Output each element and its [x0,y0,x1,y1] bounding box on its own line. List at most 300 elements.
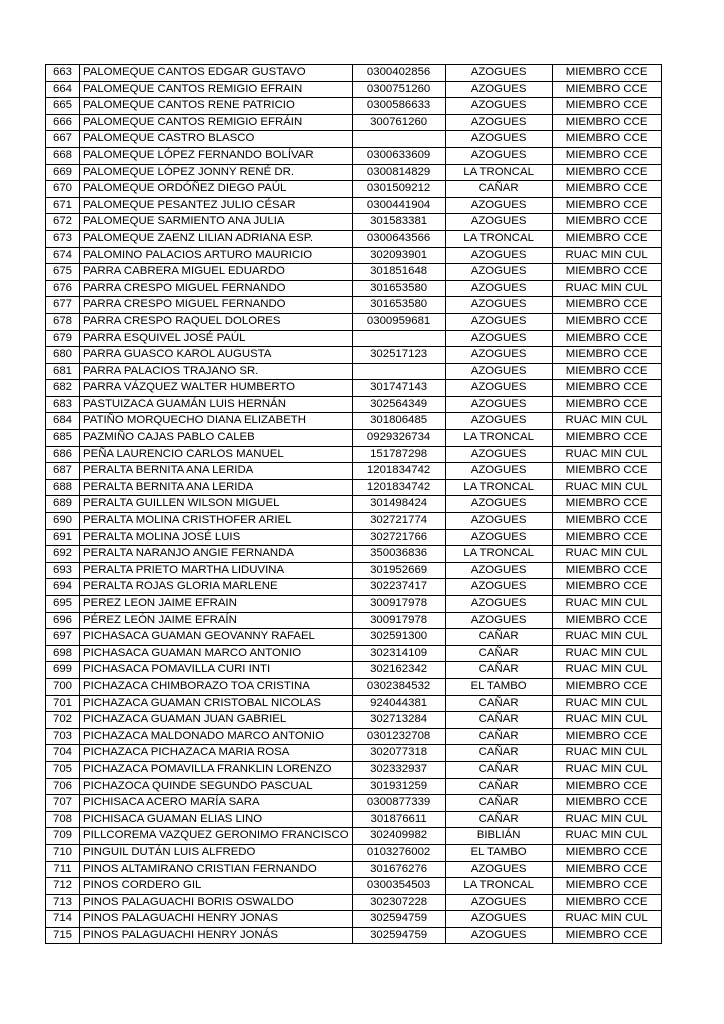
city-cell: LA TRONCAL [445,878,552,895]
id-number-cell: 302332937 [352,761,445,778]
member-name-cell: PARRA GUASCO KAROL AUGUSTA [80,347,353,364]
city-cell: AZOGUES [445,562,552,579]
membership-type-cell: MIEMBRO CCE [552,81,661,98]
table-row [46,596,662,613]
membership-type-cell: MIEMBRO CCE [552,164,661,181]
member-name-cell: PINOS PALAGUACHI HENRY JONÁS [80,927,353,944]
row-number-cell: 700 [46,678,80,695]
table-row [46,463,662,480]
row-number-cell: 666 [46,114,80,131]
table-row [46,844,662,861]
city-cell: AZOGUES [445,529,552,546]
id-number-cell: 301498424 [352,496,445,513]
member-name-cell: PAZMIÑO CAJAS PABLO CALEB [80,430,353,447]
row-number-cell: 694 [46,579,80,596]
table-row [46,795,662,812]
membership-type-cell: RUAC MIN CUL [552,811,661,828]
member-name-cell: PICHAZACA GUAMAN JUAN GABRIEL [80,712,353,729]
row-number-cell: 690 [46,513,80,530]
membership-type-cell: MIEMBRO CCE [552,894,661,911]
row-number-cell: 691 [46,529,80,546]
city-cell: CAÑAR [445,181,552,198]
row-number-cell: 703 [46,728,80,745]
id-number-cell: 0300402856 [352,65,445,82]
membership-type-cell: MIEMBRO CCE [552,579,661,596]
table-row [46,562,662,579]
table-row [46,695,662,712]
member-name-cell: PARRA PALACIOS TRAJANO SR. [80,363,353,380]
row-number-cell: 672 [46,214,80,231]
row-number-cell: 715 [46,927,80,944]
table-row [46,712,662,729]
id-number-cell: 301931259 [352,778,445,795]
membership-type-cell: MIEMBRO CCE [552,678,661,695]
membership-type-cell: MIEMBRO CCE [552,612,661,629]
member-name-cell: PALOMEQUE LÓPEZ FERNANDO BOLÍVAR [80,147,353,164]
table-row [46,280,662,297]
table-row [46,81,662,98]
table-row [46,164,662,181]
membership-type-cell: MIEMBRO CCE [552,878,661,895]
city-cell: AZOGUES [445,197,552,214]
id-number-cell: 0301509212 [352,181,445,198]
city-cell: AZOGUES [445,297,552,314]
id-number-cell: 302721774 [352,513,445,530]
member-name-cell: PALOMEQUE SARMIENTO ANA JULIA [80,214,353,231]
id-number-cell: 0103276002 [352,844,445,861]
member-name-cell: PALOMEQUE CANTOS REMIGIO EFRÁIN [80,114,353,131]
table-row [46,413,662,430]
member-name-cell: PALOMEQUE CANTOS RENE PATRICIO [80,98,353,115]
membership-type-cell: RUAC MIN CUL [552,712,661,729]
row-number-cell: 708 [46,811,80,828]
row-number-cell: 676 [46,280,80,297]
membership-type-cell: MIEMBRO CCE [552,347,661,364]
members-table-body [46,65,662,944]
city-cell: AZOGUES [445,330,552,347]
id-number-cell: 302237417 [352,579,445,596]
id-number-cell: 0300633609 [352,147,445,164]
member-name-cell: PALOMEQUE CASTRO BLASCO [80,131,353,148]
row-number-cell: 714 [46,911,80,928]
table-row [46,247,662,264]
member-name-cell: PARRA CABRERA MIGUEL EDUARDO [80,264,353,281]
row-number-cell: 683 [46,396,80,413]
table-row [46,513,662,530]
table-row [46,230,662,247]
id-number-cell: 1201834742 [352,479,445,496]
row-number-cell: 678 [46,313,80,330]
member-name-cell: PICHAZACA GUAMAN CRISTOBAL NICOLAS [80,695,353,712]
table-row [46,662,662,679]
member-name-cell: PINGUIL DUTÁN LUIS ALFREDO [80,844,353,861]
id-number-cell: 1201834742 [352,463,445,480]
city-cell: AZOGUES [445,147,552,164]
city-cell: AZOGUES [445,380,552,397]
membership-type-cell: MIEMBRO CCE [552,728,661,745]
id-number-cell: 302713284 [352,712,445,729]
row-number-cell: 697 [46,629,80,646]
row-number-cell: 685 [46,430,80,447]
city-cell: LA TRONCAL [445,164,552,181]
member-name-cell: PALOMEQUE ORDÓÑEZ DIEGO PAÚL [80,181,353,198]
table-row [46,579,662,596]
table-row [46,430,662,447]
table-row [46,629,662,646]
membership-type-cell: RUAC MIN CUL [552,546,661,563]
city-cell: LA TRONCAL [445,430,552,447]
membership-type-cell: RUAC MIN CUL [552,280,661,297]
city-cell: AZOGUES [445,927,552,944]
membership-type-cell: MIEMBRO CCE [552,778,661,795]
table-row [46,861,662,878]
table-row [46,264,662,281]
city-cell: AZOGUES [445,496,552,513]
table-row [46,678,662,695]
table-row [46,396,662,413]
table-row [46,778,662,795]
member-name-cell: PICHAZOCA QUINDE SEGUNDO PASCUAL [80,778,353,795]
table-row [46,645,662,662]
member-name-cell: PINOS ALTAMIRANO CRISTIAN FERNANDO [80,861,353,878]
membership-type-cell: RUAC MIN CUL [552,828,661,845]
membership-type-cell: MIEMBRO CCE [552,562,661,579]
row-number-cell: 704 [46,745,80,762]
id-number-cell: 301747143 [352,380,445,397]
membership-type-cell: RUAC MIN CUL [552,247,661,264]
membership-type-cell: RUAC MIN CUL [552,629,661,646]
id-number-cell: 302307228 [352,894,445,911]
members-table [45,64,662,944]
city-cell: LA TRONCAL [445,230,552,247]
id-number-cell: 301952669 [352,562,445,579]
member-name-cell: PINOS PALAGUACHI HENRY JONAS [80,911,353,928]
id-number-cell: 151787298 [352,446,445,463]
city-cell: CAÑAR [445,695,552,712]
city-cell: AZOGUES [445,911,552,928]
id-number-cell: 301583381 [352,214,445,231]
row-number-cell: 677 [46,297,80,314]
table-row [46,330,662,347]
id-number-cell: 300917978 [352,596,445,613]
membership-type-cell: RUAC MIN CUL [552,479,661,496]
table-row [46,114,662,131]
id-number-cell: 0300751260 [352,81,445,98]
row-number-cell: 664 [46,81,80,98]
membership-type-cell: RUAC MIN CUL [552,596,661,613]
id-number-cell: 0929326734 [352,430,445,447]
id-number-cell: 302093901 [352,247,445,264]
membership-type-cell: RUAC MIN CUL [552,662,661,679]
row-number-cell: 686 [46,446,80,463]
row-number-cell: 673 [46,230,80,247]
member-name-cell: PARRA CRESPO MIGUEL FERNANDO [80,280,353,297]
city-cell: AZOGUES [445,65,552,82]
member-name-cell: PERALTA BERNITA ANA LERIDA [80,479,353,496]
membership-type-cell: MIEMBRO CCE [552,380,661,397]
membership-type-cell: MIEMBRO CCE [552,861,661,878]
city-cell: AZOGUES [445,98,552,115]
id-number-cell: 350036836 [352,546,445,563]
table-row [46,911,662,928]
table-row [46,745,662,762]
membership-type-cell: RUAC MIN CUL [552,413,661,430]
table-row [46,65,662,82]
id-number-cell: 301876611 [352,811,445,828]
city-cell: CAÑAR [445,712,552,729]
table-row [46,761,662,778]
table-row [46,496,662,513]
city-cell: CAÑAR [445,645,552,662]
membership-type-cell: RUAC MIN CUL [552,745,661,762]
member-name-cell: PALOMEQUE CANTOS EDGAR GUSTAVO [80,65,353,82]
city-cell: AZOGUES [445,894,552,911]
city-cell: AZOGUES [445,579,552,596]
id-number-cell: 0300643566 [352,230,445,247]
id-number-cell: 302721766 [352,529,445,546]
membership-type-cell: MIEMBRO CCE [552,214,661,231]
table-row [46,828,662,845]
member-name-cell: PILLCOREMA VAZQUEZ GERONIMO FRANCISCO [80,828,353,845]
member-name-cell: PINOS PALAGUACHI BORIS OSWALDO [80,894,353,911]
member-name-cell: PICHASACA POMAVILLA CURI INTI [80,662,353,679]
table-row [46,98,662,115]
id-number-cell: 0301232708 [352,728,445,745]
city-cell: AZOGUES [445,363,552,380]
city-cell: AZOGUES [445,247,552,264]
id-number-cell: 302591300 [352,629,445,646]
table-row [46,197,662,214]
city-cell: LA TRONCAL [445,546,552,563]
id-number-cell: 302517123 [352,347,445,364]
membership-type-cell: MIEMBRO CCE [552,927,661,944]
member-name-cell: PALOMINO PALACIOS ARTURO MAURICIO [80,247,353,264]
row-number-cell: 711 [46,861,80,878]
row-number-cell: 674 [46,247,80,264]
row-number-cell: 665 [46,98,80,115]
row-number-cell: 668 [46,147,80,164]
membership-type-cell: MIEMBRO CCE [552,230,661,247]
membership-type-cell: RUAC MIN CUL [552,645,661,662]
row-number-cell: 667 [46,131,80,148]
city-cell: BIBLIÁN [445,828,552,845]
member-name-cell: PERALTA BERNITA ANA LERIDA [80,463,353,480]
id-number-cell: 302077318 [352,745,445,762]
row-number-cell: 709 [46,828,80,845]
row-number-cell: 713 [46,894,80,911]
membership-type-cell: MIEMBRO CCE [552,65,661,82]
member-name-cell: PERALTA PRIETO MARTHA LIDUVINA [80,562,353,579]
member-name-cell: PEÑA LAURENCIO CARLOS MANUEL [80,446,353,463]
membership-type-cell: MIEMBRO CCE [552,264,661,281]
table-row [46,181,662,198]
table-row [46,878,662,895]
table-row [46,479,662,496]
id-number-cell: 300761260 [352,114,445,131]
table-row [46,811,662,828]
membership-type-cell: MIEMBRO CCE [552,181,661,198]
table-row [46,894,662,911]
member-name-cell: PICHAZACA POMAVILLA FRANKLIN LORENZO [80,761,353,778]
membership-type-cell: MIEMBRO CCE [552,197,661,214]
city-cell: CAÑAR [445,778,552,795]
member-name-cell: PERALTA NARANJO ANGIE FERNANDA [80,546,353,563]
membership-type-cell: MIEMBRO CCE [552,131,661,148]
row-number-cell: 669 [46,164,80,181]
membership-type-cell: MIEMBRO CCE [552,463,661,480]
city-cell: AZOGUES [445,313,552,330]
city-cell: CAÑAR [445,811,552,828]
id-number-cell: 924044381 [352,695,445,712]
id-number-cell: 302594759 [352,911,445,928]
city-cell: CAÑAR [445,745,552,762]
row-number-cell: 684 [46,413,80,430]
table-row [46,297,662,314]
member-name-cell: PERALTA MOLINA JOSÉ LUIS [80,529,353,546]
city-cell: AZOGUES [445,264,552,281]
membership-type-cell: MIEMBRO CCE [552,114,661,131]
membership-type-cell: MIEMBRO CCE [552,496,661,513]
city-cell: AZOGUES [445,463,552,480]
row-number-cell: 682 [46,380,80,397]
id-number-cell: 301676276 [352,861,445,878]
city-cell: AZOGUES [445,347,552,364]
membership-type-cell: MIEMBRO CCE [552,396,661,413]
row-number-cell: 701 [46,695,80,712]
city-cell: AZOGUES [445,612,552,629]
row-number-cell: 699 [46,662,80,679]
city-cell: AZOGUES [445,413,552,430]
city-cell: EL TAMBO [445,678,552,695]
member-name-cell: PÉREZ LEÓN JAIME EFRAÍN [80,612,353,629]
membership-type-cell: MIEMBRO CCE [552,147,661,164]
membership-type-cell: RUAC MIN CUL [552,911,661,928]
city-cell: AZOGUES [445,280,552,297]
city-cell: AZOGUES [445,596,552,613]
member-name-cell: PICHISACA GUAMAN ELIAS LINO [80,811,353,828]
id-number-cell: 0300586633 [352,98,445,115]
membership-type-cell: MIEMBRO CCE [552,297,661,314]
row-number-cell: 663 [46,65,80,82]
row-number-cell: 670 [46,181,80,198]
city-cell: CAÑAR [445,795,552,812]
table-row [46,546,662,563]
row-number-cell: 692 [46,546,80,563]
row-number-cell: 680 [46,347,80,364]
id-number-cell: 0300877339 [352,795,445,812]
membership-type-cell: MIEMBRO CCE [552,529,661,546]
membership-type-cell: MIEMBRO CCE [552,795,661,812]
city-cell: CAÑAR [445,761,552,778]
city-cell: AZOGUES [445,861,552,878]
id-number-cell: 300917978 [352,612,445,629]
table-row [46,214,662,231]
id-number-cell [352,330,445,347]
table-row [46,131,662,148]
row-number-cell: 689 [46,496,80,513]
row-number-cell: 695 [46,596,80,613]
row-number-cell: 706 [46,778,80,795]
membership-type-cell: MIEMBRO CCE [552,513,661,530]
member-name-cell: PICHASACA GUAMAN MARCO ANTONIO [80,645,353,662]
membership-type-cell: RUAC MIN CUL [552,446,661,463]
member-name-cell: PICHAZACA MALDONADO MARCO ANTONIO [80,728,353,745]
table-row [46,347,662,364]
member-name-cell: PINOS CORDERO GIL [80,878,353,895]
row-number-cell: 702 [46,712,80,729]
membership-type-cell: MIEMBRO CCE [552,330,661,347]
member-name-cell: PEREZ LEON JAIME EFRAIN [80,596,353,613]
table-row [46,363,662,380]
city-cell: CAÑAR [445,629,552,646]
membership-type-cell: MIEMBRO CCE [552,98,661,115]
id-number-cell: 302409982 [352,828,445,845]
member-name-cell: PICHASACA GUAMAN GEOVANNY RAFAEL [80,629,353,646]
member-name-cell: PALOMEQUE ZAENZ LILIAN ADRIANA ESP. [80,230,353,247]
city-cell: AZOGUES [445,114,552,131]
city-cell: LA TRONCAL [445,479,552,496]
id-number-cell: 301806485 [352,413,445,430]
row-number-cell: 687 [46,463,80,480]
city-cell: AZOGUES [445,131,552,148]
table-row [46,380,662,397]
row-number-cell: 696 [46,612,80,629]
city-cell: EL TAMBO [445,844,552,861]
member-name-cell: PARRA VÁZQUEZ WALTER HUMBERTO [80,380,353,397]
table-row [46,728,662,745]
row-number-cell: 675 [46,264,80,281]
member-name-cell: PASTUIZACA GUAMÁN LUIS HERNÁN [80,396,353,413]
row-number-cell: 671 [46,197,80,214]
id-number-cell: 0300814829 [352,164,445,181]
member-name-cell: PERALTA GUILLEN WILSON MIGUEL [80,496,353,513]
member-name-cell: PALOMEQUE PESANTEZ JULIO CÉSAR [80,197,353,214]
id-number-cell: 302594759 [352,927,445,944]
id-number-cell: 302564349 [352,396,445,413]
member-name-cell: PICHAZACA PICHAZACA MARIA ROSA [80,745,353,762]
table-row [46,313,662,330]
table-row [46,927,662,944]
membership-type-cell: RUAC MIN CUL [552,761,661,778]
id-number-cell: 301851648 [352,264,445,281]
city-cell: AZOGUES [445,513,552,530]
membership-type-cell: RUAC MIN CUL [552,695,661,712]
table-row [46,529,662,546]
city-cell: CAÑAR [445,728,552,745]
city-cell: AZOGUES [445,81,552,98]
row-number-cell: 698 [46,645,80,662]
id-number-cell: 302162342 [352,662,445,679]
table-row [46,612,662,629]
id-number-cell: 0302384532 [352,678,445,695]
id-number-cell: 0300959681 [352,313,445,330]
member-name-cell: PALOMEQUE CANTOS REMIGIO EFRAIN [80,81,353,98]
id-number-cell: 302314109 [352,645,445,662]
id-number-cell: 0300441904 [352,197,445,214]
member-name-cell: PICHAZACA CHIMBORAZO TOA CRISTINA [80,678,353,695]
row-number-cell: 679 [46,330,80,347]
id-number-cell [352,363,445,380]
city-cell: AZOGUES [445,214,552,231]
id-number-cell: 0300354503 [352,878,445,895]
member-name-cell: PICHISACA ACERO MARÍA SARA [80,795,353,812]
id-number-cell [352,131,445,148]
row-number-cell: 712 [46,878,80,895]
member-name-cell: PALOMEQUE LÓPEZ JONNY RENÉ DR. [80,164,353,181]
table-row [46,446,662,463]
member-name-cell: PARRA CRESPO MIGUEL FERNANDO [80,297,353,314]
row-number-cell: 693 [46,562,80,579]
